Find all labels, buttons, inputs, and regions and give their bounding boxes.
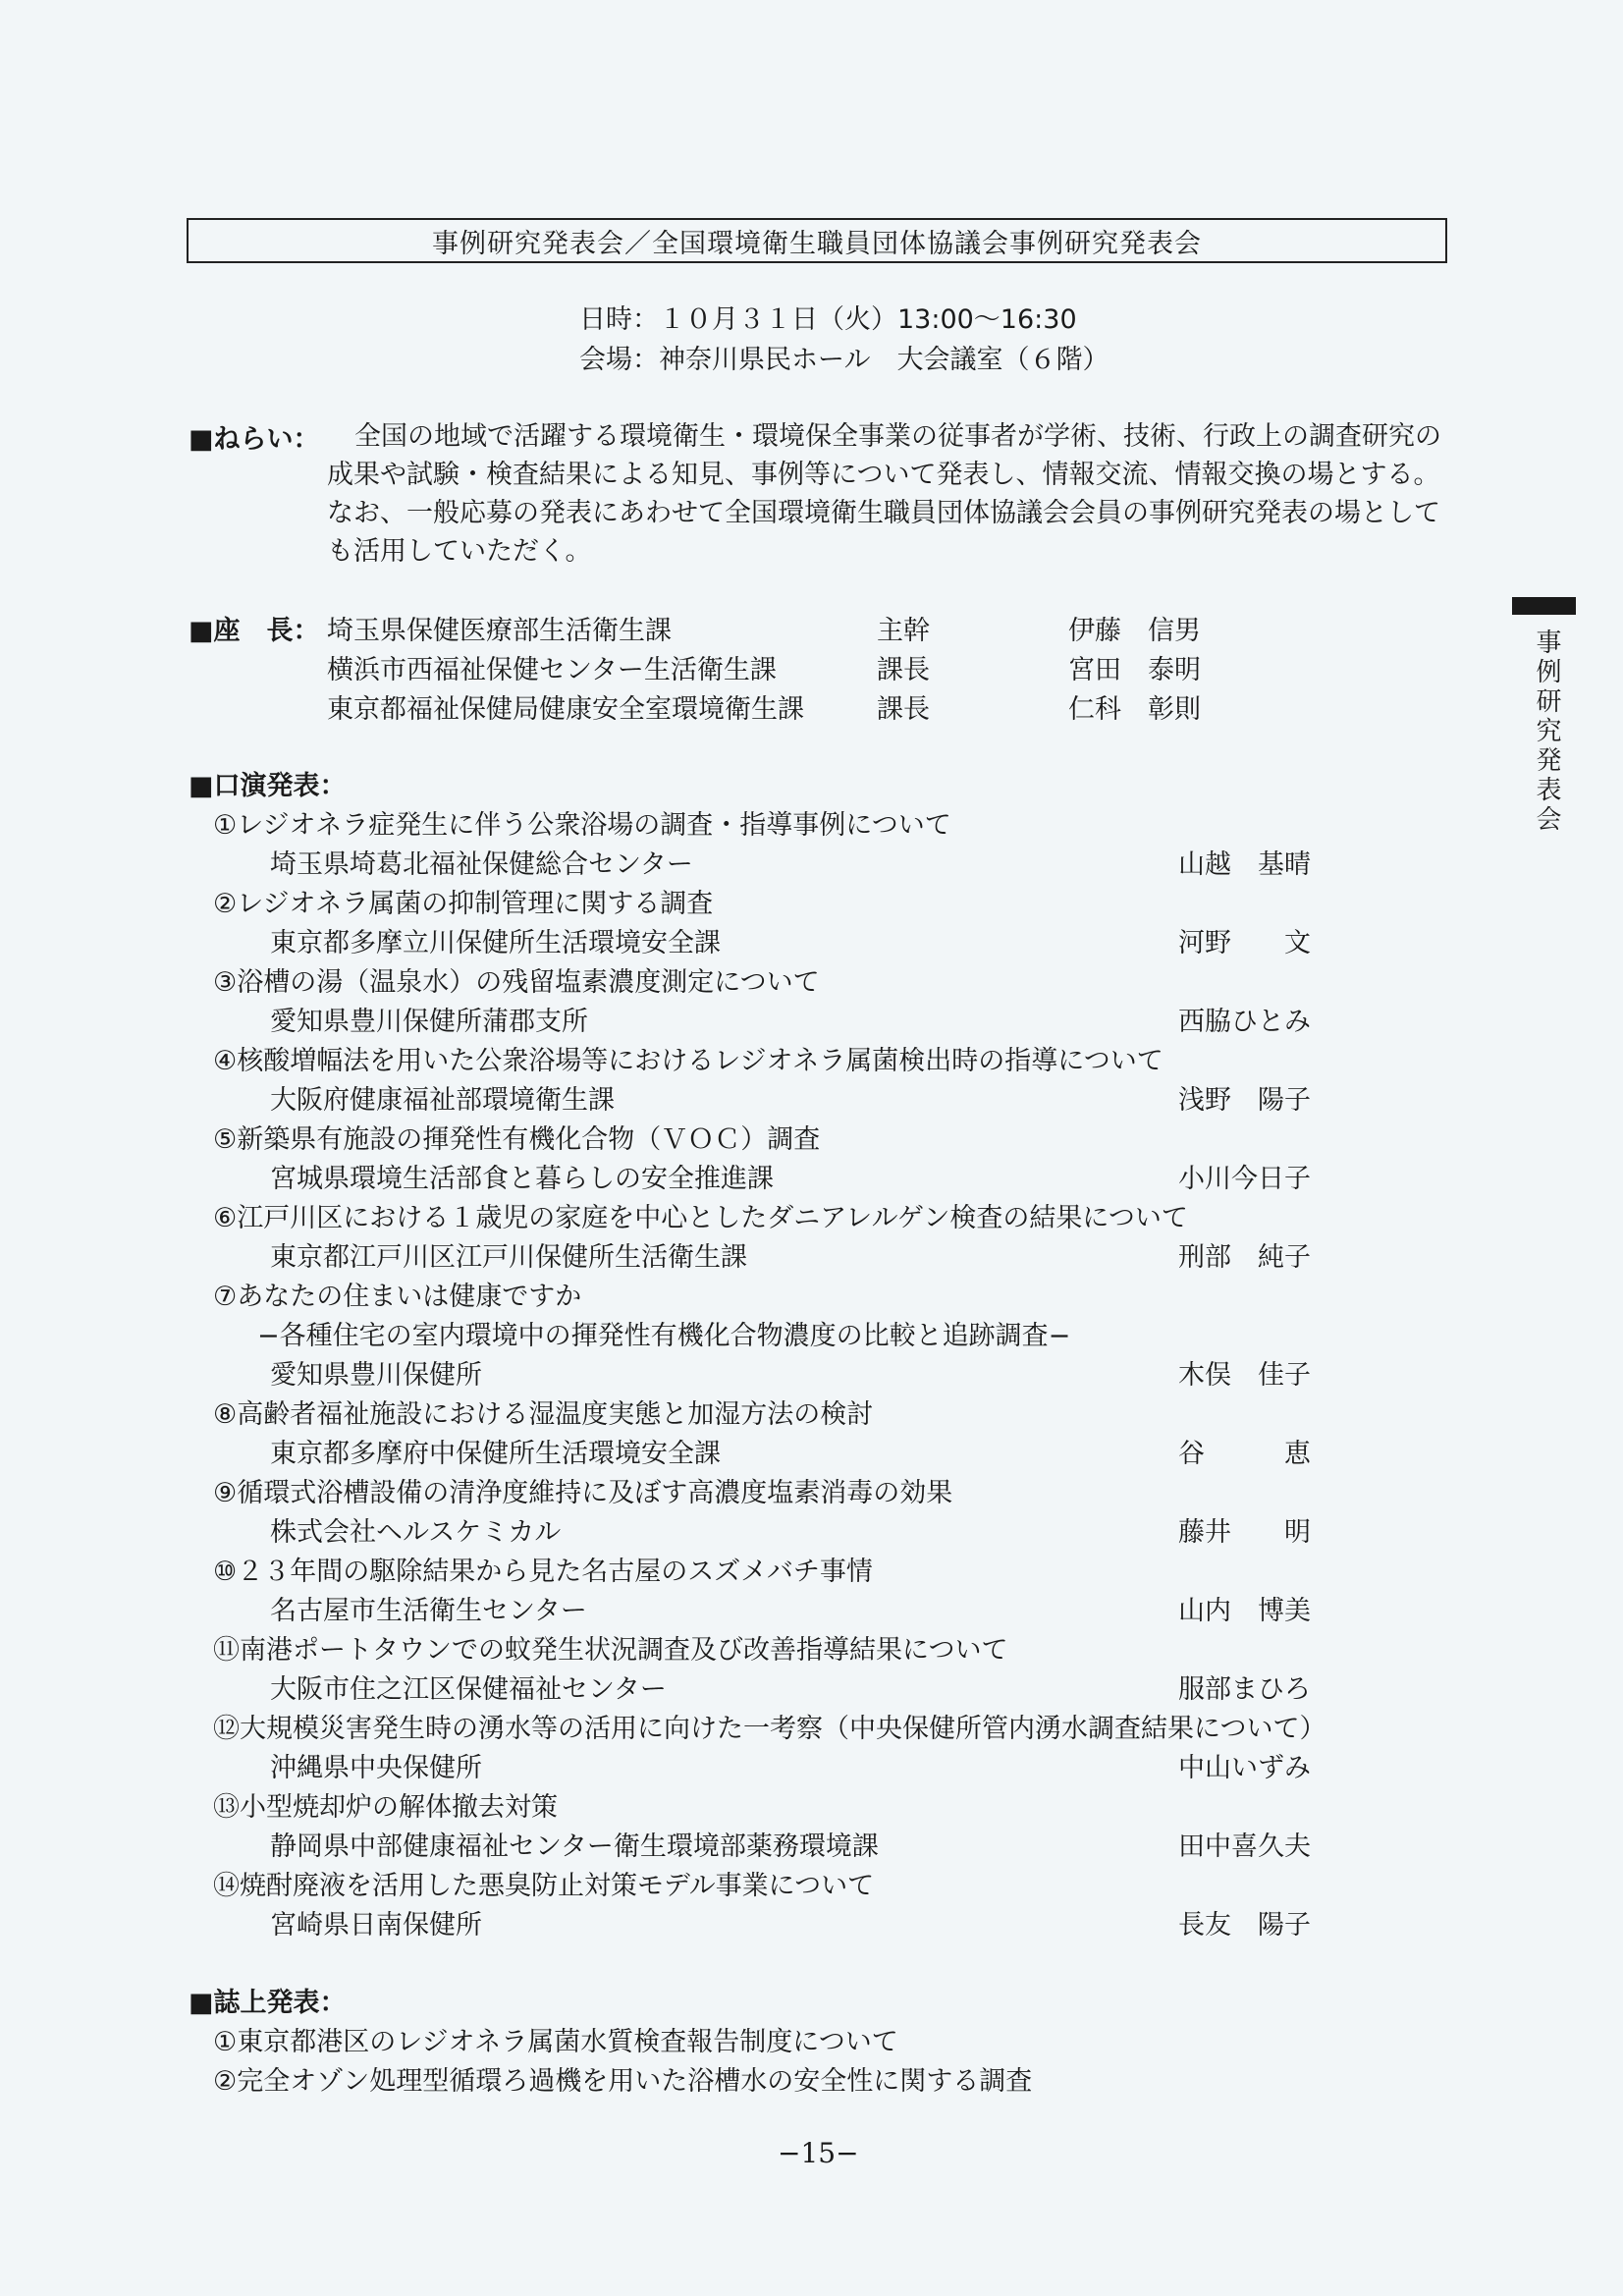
oral-affiliation: 沖縄県中央保健所 [270,1753,482,1783]
oral-presenter: 山越 基晴 [1178,849,1311,880]
chair-title: 課長 [877,694,930,725]
oral-presenter: 小川今日子 [1178,1164,1311,1194]
chairs-label: ■座 長： [189,616,320,646]
oral-title: ⑤新築県有施設の揮発性有機化合物（ＶＯＣ）調査 [213,1124,821,1155]
chair-title: 主幹 [877,616,930,646]
oral-presenter: 河野 文 [1178,928,1311,958]
chair-org: 東京都福祉保健局健康安全室環境衛生課 [327,694,804,725]
oral-title: ⑨循環式浴槽設備の清浄度維持に及ぼす高濃度塩素消毒の効果 [213,1478,953,1508]
oral-affiliation: 東京都多摩立川保健所生活環境安全課 [270,928,721,958]
oral-affiliation: 愛知県豊川保健所 [270,1360,482,1391]
event-date: 日時：１０月３１日（火）13:00〜16:30 [579,304,1077,335]
chair-title: 課長 [877,655,930,685]
oral-title: ⑫大規模災害発生時の湧水等の活用に向けた一考察（中央保健所管内湧水調査結果について） [213,1714,1326,1744]
oral-title: ⑭焼酎廃液を活用した悪臭防止対策モデル事業について [213,1871,875,1901]
oral-label: ■口演発表： [189,771,347,801]
event-title: 事例研究発表会／全国環境衛生職員団体協議会事例研究発表会 [432,228,1202,259]
oral-title: ④核酸増幅法を用いた公衆浴場等におけるレジオネラ属菌検出時の指導について [213,1046,1163,1076]
oral-presenter: 浅野 陽子 [1178,1085,1311,1116]
chair-org: 横浜市西福祉保健センター生活衛生課 [327,655,777,685]
oral-title: ⑥江戸川区における１歳児の家庭を中心としたダニアレルゲン検査の結果について [213,1203,1188,1233]
oral-presenter: 田中喜久夫 [1178,1831,1311,1862]
oral-presenter: 中山いずみ [1178,1753,1311,1783]
oral-affiliation: 名古屋市生活衛生センター [270,1596,587,1626]
chair-name: 仁科 彰則 [1068,694,1201,725]
oral-affiliation: 宮崎県日南保健所 [270,1910,482,1941]
oral-presenter: 山内 博美 [1178,1596,1311,1626]
side-tab-bar [1512,597,1576,615]
oral-affiliation: 東京都多摩府中保健所生活環境安全課 [270,1439,721,1469]
side-tab-label: 事例研究発表会 [1532,629,1561,835]
oral-affiliation: 愛知県豊川保健所蒲郡支所 [270,1007,588,1037]
oral-presenter: 木俣 佳子 [1178,1360,1311,1391]
oral-title: ①レジオネラ症発生に伴う公衆浴場の調査・指導事例について [213,810,951,841]
page-number: −15− [778,2137,859,2169]
oral-presenter: 服部まひろ [1178,1674,1311,1705]
oral-affiliation: 埼玉県埼葛北福祉保健総合センター [270,849,693,880]
oral-title: ⑪南港ポートタウンでの蚊発生状況調査及び改善指導結果について [213,1635,1008,1666]
oral-title: ⑦あなたの住まいは健康ですか [213,1282,582,1312]
aim-text: 全国の地域で活躍する環境衛生・環境保全事業の従事者が学術、技術、行政上の調査研究の成果や試験・検査結果による知見、事例等について発表し、情報交流、情報交換の場とする。なお、一般応募の発表にあわせて全国環境衛生職員団体協議会会員の事例研究発表の場としても活用していただく。 [327,421,1441,567]
chair-org: 埼玉県保健医療部生活衛生課 [327,616,672,646]
oral-title: ⑩２３年間の駆除結果から見た名古屋のスズメバチ事情 [213,1557,873,1587]
oral-presenter: 藤井 明 [1178,1517,1311,1548]
oral-affiliation: 大阪府健康福祉部環境衛生課 [270,1085,615,1116]
aim-label: ■ねらい： [189,424,320,455]
oral-title: ③浴槽の湯（温泉水）の残留塩素濃度測定について [213,967,820,998]
oral-subtitle: −各種住宅の室内環境中の揮発性有機化合物濃度の比較と追跡調査− [257,1321,1071,1351]
paper-title: ②完全オゾン処理型循環ろ過機を用いた浴槽水の安全性に関する調査 [213,2066,1033,2097]
oral-title: ⑧高齢者福祉施設における湿温度実態と加湿方法の検討 [213,1399,874,1430]
oral-title: ②レジオネラ属菌の抑制管理に関する調査 [213,889,714,919]
chair-name: 伊藤 信男 [1068,616,1201,646]
oral-presenter: 長友 陽子 [1178,1910,1311,1941]
paper-label: ■誌上発表： [189,1988,347,2018]
event-title-box [187,218,1447,263]
oral-title: ⑬小型焼却炉の解体撤去対策 [213,1792,558,1823]
oral-affiliation: 大阪市住之江区保健福祉センター [270,1674,667,1705]
oral-affiliation: 株式会社ヘルスケミカル [270,1517,562,1548]
oral-presenter: 刑部 純子 [1178,1242,1311,1273]
event-venue: 会場：神奈川県民ホール 大会議室（６階） [579,345,1109,375]
paper-title: ①東京都港区のレジオネラ属菌水質検査報告制度について [213,2027,898,2057]
oral-presenter: 西脇ひとみ [1178,1007,1311,1037]
oral-affiliation: 東京都江戸川区江戸川保健所生活衛生課 [270,1242,747,1273]
oral-presenter: 谷 恵 [1178,1439,1311,1469]
oral-affiliation: 静岡県中部健康福祉センター衛生環境部薬務環境課 [270,1831,879,1862]
oral-affiliation: 宮城県環境生活部食と暮らしの安全推進課 [270,1164,774,1194]
chair-name: 宮田 泰明 [1068,655,1201,685]
